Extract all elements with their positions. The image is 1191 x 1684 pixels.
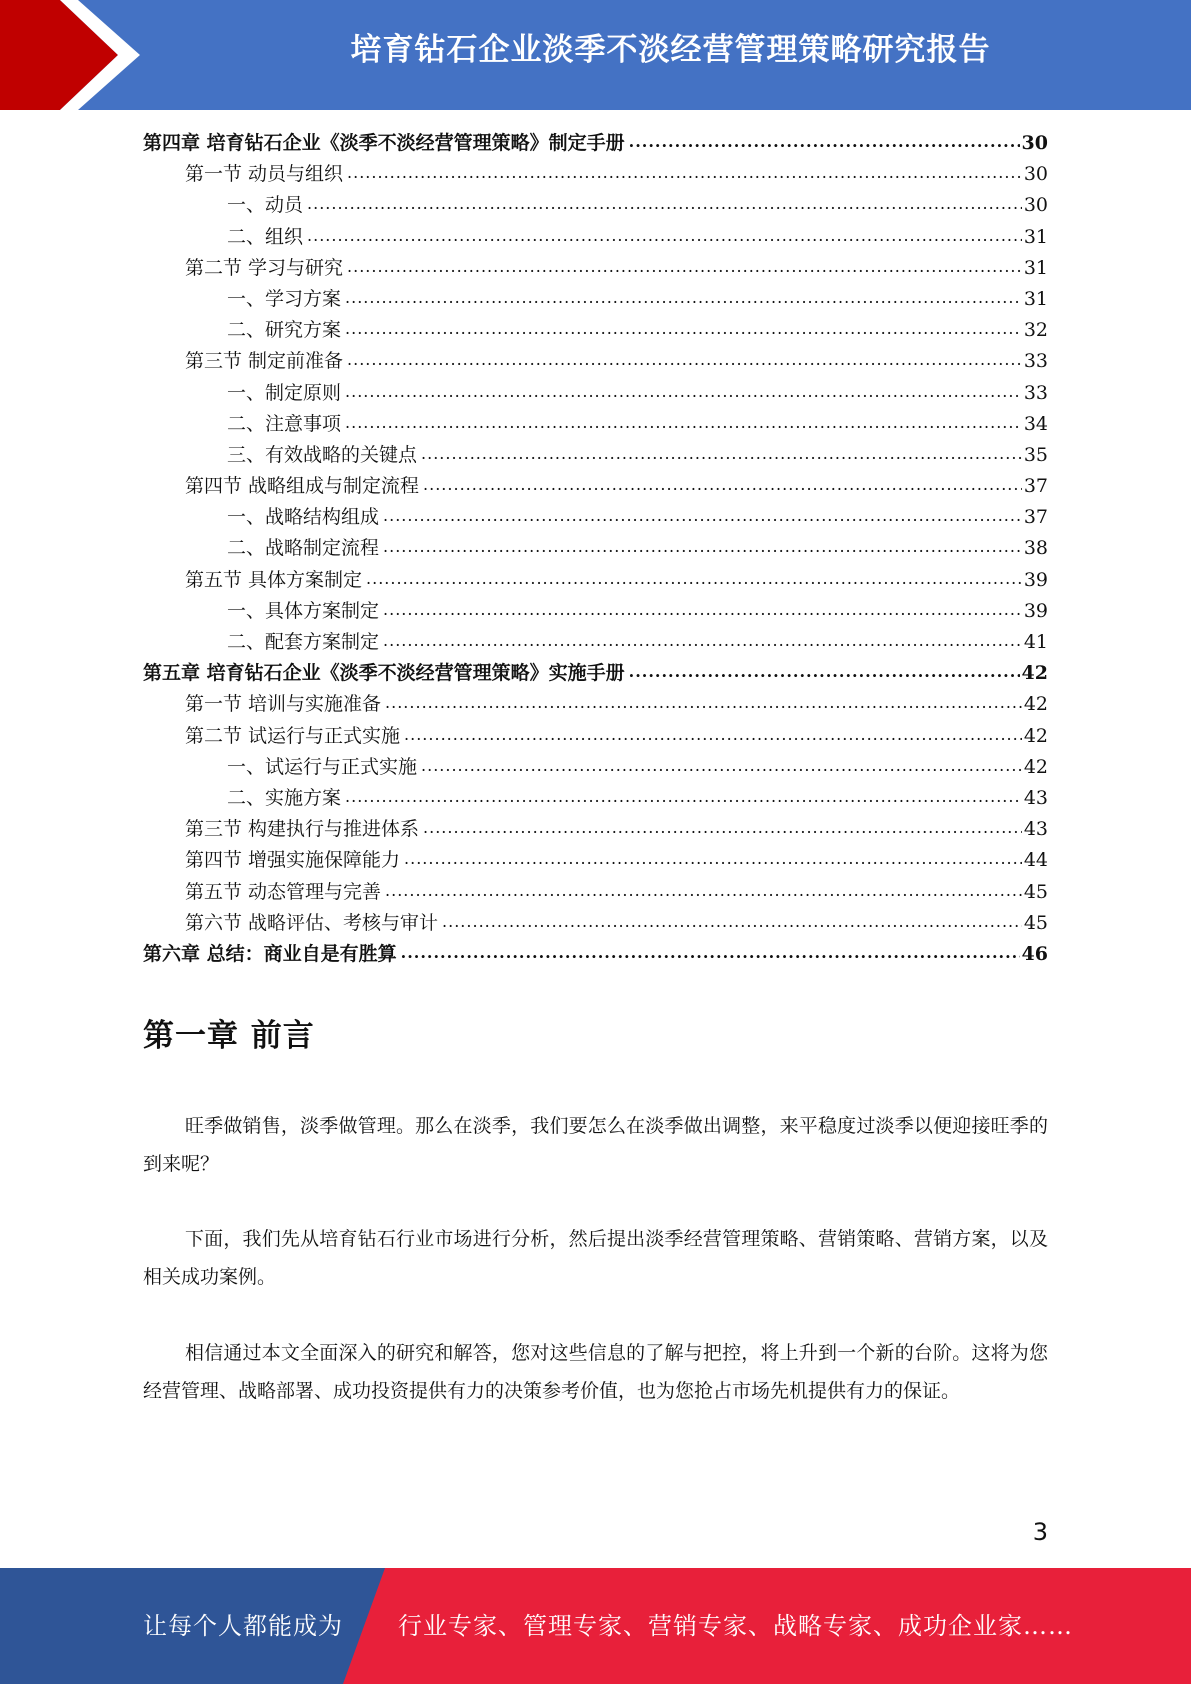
toc-leader-dots	[366, 563, 1022, 594]
toc-entry[interactable]	[143, 378, 1048, 409]
toc-entry-label: 第一节 动员与组织	[185, 163, 344, 186]
toc-entry-page: 35	[1023, 443, 1048, 466]
toc-entry[interactable]	[143, 253, 1048, 284]
toc-leader-dots	[629, 656, 1020, 687]
toc-entry-label: 一、动员	[227, 194, 304, 217]
toc-entry-page: 33	[1023, 350, 1048, 373]
toc-leader-dots	[345, 313, 1022, 344]
toc-entry[interactable]	[143, 502, 1048, 533]
toc-entry[interactable]	[143, 346, 1048, 377]
toc-entry-page: 31	[1023, 225, 1048, 248]
toc-entry-label: 第一节 培训与实施准备	[185, 693, 382, 716]
toc-entry-page: 30	[1023, 194, 1048, 217]
toc-entry[interactable]	[143, 533, 1048, 564]
table-of-contents	[143, 128, 1048, 970]
toc-leader-dots	[345, 407, 1022, 438]
page-number: 3	[1032, 1518, 1048, 1546]
toc-entry[interactable]	[143, 596, 1048, 627]
toc-leader-dots	[421, 750, 1022, 781]
footer-banner	[0, 1568, 1191, 1684]
toc-entry-label: 第四节 战略组成与制定流程	[185, 475, 420, 498]
toc-entry-page: 31	[1023, 287, 1048, 310]
toc-entry-label: 一、制定原则	[227, 381, 342, 404]
toc-entry-page: 33	[1023, 381, 1048, 404]
toc-entry-page: 34	[1023, 412, 1048, 435]
intro-paragraph-2: 下面，我们先从培育钻石行业市场进行分析，然后提出淡季经营管理策略、营销策略、营销方案，以及相关成功案例。	[143, 1228, 1048, 1288]
toc-entry-page: 42	[1023, 693, 1048, 716]
toc-leader-dots	[347, 157, 1022, 188]
toc-leader-dots	[423, 469, 1022, 500]
toc-entry-page: 30	[1021, 132, 1048, 154]
toc-entry-label: 第五章 培育钻石企业《淡季不淡经营管理策略》实施手册	[143, 662, 625, 685]
toc-entry-page: 45	[1023, 911, 1048, 934]
footer-slogan-left: 让每个人都能成为	[143, 1612, 343, 1640]
toc-entry-label: 第二节 试运行与正式实施	[185, 724, 401, 747]
intro-paragraph-3: 相信通过本文全面深入的研究和解答，您对这些信息的了解与把控，将上升到一个新的台阶。这将为您经营管理、战略部署、成功投资提供有力的决策参考价值，也为您抢占市场先机提供有力的保证。	[143, 1342, 1048, 1402]
toc-entry-page: 45	[1023, 880, 1048, 903]
toc-entry-label: 第四章 培育钻石企业《淡季不淡经营管理策略》制定手册	[143, 132, 625, 154]
toc-entry-page: 42	[1023, 755, 1048, 778]
toc-entry-label: 一、学习方案	[227, 287, 342, 310]
toc-entry-page: 41	[1023, 631, 1048, 653]
toc-leader-dots	[347, 344, 1022, 375]
toc-leader-dots	[629, 126, 1020, 157]
toc-entry[interactable]	[143, 440, 1048, 471]
toc-entry-label: 二、战略制定流程	[227, 537, 380, 560]
toc-entry[interactable]	[143, 128, 1048, 159]
toc-entry-label: 三、有效战略的关键点	[227, 443, 418, 466]
toc-entry-label: 第四节 增强实施保障能力	[185, 849, 401, 872]
intro-paragraph-1: 旺季做销售，淡季做管理。那么在淡季，我们要怎么在淡季做出调整，来平稳度过淡季以便迎接旺季的到来呢？	[143, 1115, 1048, 1175]
toc-entry-label: 一、战略结构组成	[227, 506, 380, 529]
toc-entry-page: 46	[1021, 942, 1048, 965]
toc-leader-dots	[307, 220, 1022, 251]
toc-entry-page: 44	[1023, 849, 1048, 872]
toc-leader-dots	[345, 282, 1022, 313]
toc-entry[interactable]	[143, 222, 1048, 253]
toc-entry[interactable]	[143, 627, 1048, 658]
toc-entry[interactable]	[143, 159, 1048, 190]
toc-entry-label: 第六节 战略评估、考核与审计	[185, 911, 439, 934]
toc-leader-dots	[401, 937, 1020, 968]
header-banner	[0, 0, 1191, 110]
toc-entry[interactable]	[143, 877, 1048, 908]
toc-entry-label: 二、组织	[227, 225, 304, 248]
toc-entry-page: 42	[1023, 724, 1048, 747]
toc-entry-label: 二、注意事项	[227, 412, 342, 435]
toc-entry[interactable]	[143, 409, 1048, 440]
toc-entry-page: 31	[1023, 256, 1048, 279]
toc-entry[interactable]	[143, 845, 1048, 876]
toc-entry-page: 39	[1023, 568, 1048, 591]
toc-entry[interactable]	[143, 783, 1048, 814]
toc-entry[interactable]	[143, 471, 1048, 502]
toc-entry-label: 第六章 总结：商业自是有胜算	[143, 942, 397, 965]
toc-entry-label: 一、试运行与正式实施	[227, 755, 418, 778]
toc-entry-page: 43	[1023, 818, 1048, 841]
toc-entry-page: 38	[1023, 537, 1048, 560]
toc-leader-dots	[421, 438, 1022, 469]
toc-entry[interactable]	[143, 721, 1048, 752]
toc-entry[interactable]	[143, 908, 1048, 939]
toc-leader-dots	[383, 531, 1022, 562]
toc-leader-dots	[383, 594, 1022, 625]
toc-entry[interactable]	[143, 752, 1048, 783]
toc-entry[interactable]	[143, 658, 1048, 689]
toc-leader-dots	[423, 812, 1022, 843]
toc-leader-dots	[404, 843, 1022, 874]
toc-leader-dots	[307, 188, 1022, 219]
toc-leader-dots	[345, 376, 1022, 407]
toc-entry-label: 第二节 学习与研究	[185, 256, 344, 279]
chapter-heading: 第一章 前言	[143, 1018, 315, 1054]
toc-entry-page: 37	[1023, 506, 1048, 529]
toc-entry-page: 43	[1023, 786, 1048, 809]
toc-leader-dots	[385, 687, 1022, 718]
toc-entry[interactable]	[143, 689, 1048, 720]
toc-entry[interactable]	[143, 315, 1048, 346]
toc-entry-label: 第三节 制定前准备	[185, 350, 344, 373]
toc-entry-label: 第五节 动态管理与完善	[185, 880, 382, 903]
toc-leader-dots	[404, 719, 1022, 750]
toc-entry-label: 第三节 构建执行与推进体系	[185, 818, 420, 841]
toc-entry[interactable]	[143, 284, 1048, 315]
toc-entry-label: 二、配套方案制定	[227, 631, 380, 653]
toc-entry[interactable]	[143, 814, 1048, 845]
toc-entry[interactable]	[143, 939, 1048, 970]
toc-entry-label: 第五节 具体方案制定	[185, 568, 363, 591]
toc-entry[interactable]	[143, 565, 1048, 596]
toc-entry[interactable]	[143, 190, 1048, 221]
toc-leader-dots	[383, 625, 1022, 656]
toc-leader-dots	[442, 906, 1022, 937]
report-title: 培育钻石企业淡季不淡经营管理策略研究报告	[350, 32, 991, 68]
toc-leader-dots	[385, 875, 1022, 906]
toc-entry-label: 二、研究方案	[227, 319, 342, 342]
toc-entry-page: 30	[1023, 163, 1048, 186]
toc-leader-dots	[383, 500, 1022, 531]
toc-leader-dots	[345, 781, 1022, 812]
toc-entry-page: 32	[1023, 319, 1048, 342]
toc-entry-label: 二、实施方案	[227, 786, 342, 809]
footer-slogan-right: 行业专家、管理专家、营销专家、战略专家、成功企业家……	[398, 1612, 1073, 1640]
toc-entry-page: 42	[1021, 662, 1048, 685]
toc-entry-page: 37	[1023, 475, 1048, 498]
toc-entry-label: 一、具体方案制定	[227, 599, 380, 622]
toc-entry-page: 39	[1023, 599, 1048, 622]
toc-leader-dots	[347, 251, 1022, 282]
